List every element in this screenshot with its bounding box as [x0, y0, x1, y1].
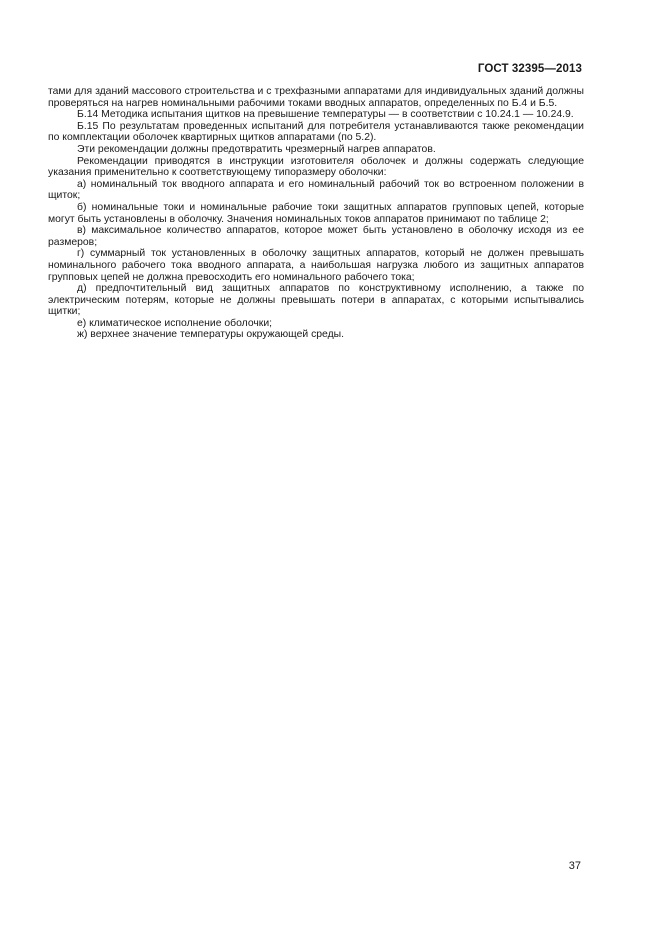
list-item-e: е) климатическое исполнение оболочки; — [77, 317, 273, 329]
page-header-standard: ГОСТ 32395—2013 — [477, 63, 582, 75]
list-item-a: а) номинальный ток вводного аппарата и его номинальный рабочий ток во встроенном положении в щиток; — [48, 178, 584, 202]
list-item-zh: ж) верхнее значение температуры окружающей среды. — [77, 329, 345, 341]
list-item-d: д) предпочтительный вид защитных аппаратов по конструктивному исполнению, а также по электрическим потерям, которые не должны превышать потери в аппаратах, с которыми испытывались щитки; — [48, 283, 584, 318]
paragraph-recommendations-purpose: Эти рекомендации должны предотвратить чрезмерный нагрев аппаратов. — [77, 143, 436, 155]
paragraph-b15: Б.15 По результатам проведенных испытаний для потребителя устанавливаются также рекомендации по комплектации оболочек квартирных щитков аппаратами (по 5.2). — [48, 120, 584, 144]
list-item-g: г) суммарный ток установленных в оболочку защитных аппаратов, который не должен превышать номинального рабочего тока вводного аппарата, а наибольшая нагрузка любого из защитных аппаратов групповых цепей не должна превосходить его номинального рабочего тока; — [48, 248, 584, 283]
list-item-v: в) максимальное количество аппаратов, которое может быть установлено в оболочку исходя из ее размеров; — [48, 225, 584, 248]
page-number: 37 — [568, 860, 581, 872]
paragraph-recommendations-content: Рекомендации приводятся в инструкции изготовителя оболочек и должны содержать следующие указания применительно к соответствующему типоразмеру оболочки: — [48, 155, 584, 179]
list-item-b: б) номинальные токи и номинальные рабочие токи защитных аппаратов групповых цепей, которые могут быть установлены в оболочку. Значения номинальных токов аппаратов принимают по таблице 2; — [48, 201, 584, 225]
document-body — [48, 86, 584, 341]
paragraph-continuation: тами для зданий массового строительства и с трехфазными аппаратами для индивидуальных зданий должны проверяться на нагрев номинальными рабочими токами вводных аппаратов, определенных по Б.4 и Б.5. — [48, 86, 584, 109]
paragraph-b14: Б.14 Методика испытания щитков на превышение температуры — в соответствии с 10.24.1 — 10.24.9. — [77, 109, 574, 121]
